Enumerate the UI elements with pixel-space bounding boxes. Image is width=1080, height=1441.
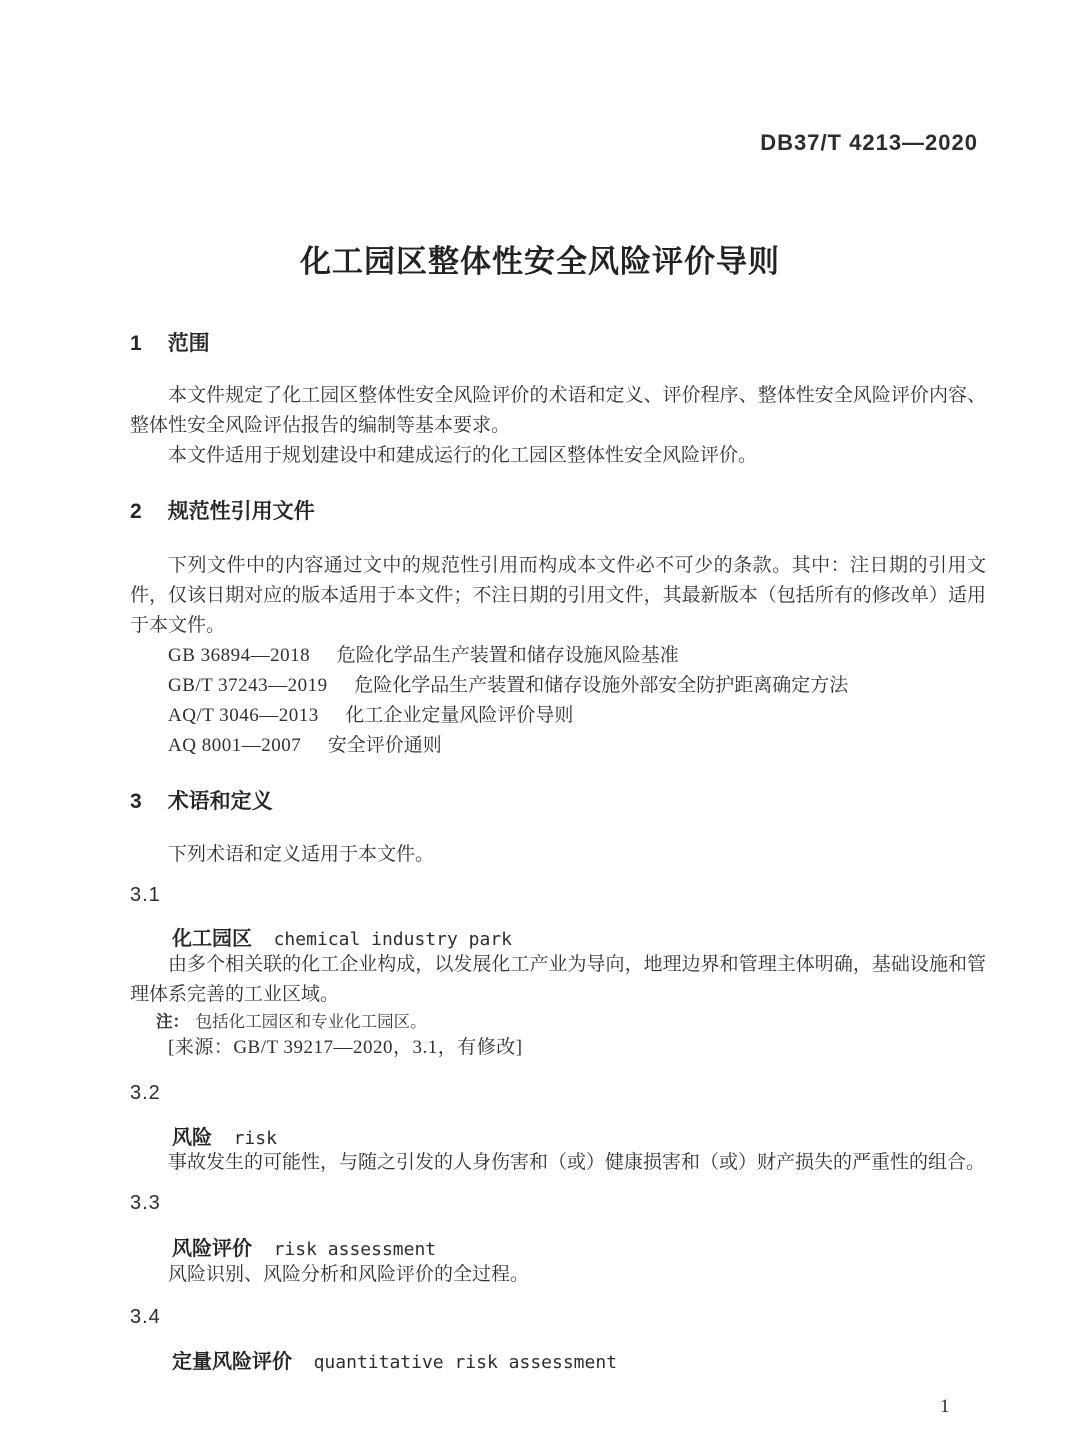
note-text: 包括化工园区和专业化工园区。	[195, 1012, 427, 1031]
term-3-1-number: 3.1	[130, 884, 161, 906]
term-3-4-zh: 定量风险评价	[172, 1351, 292, 1373]
term-3-2-zh: 风险	[172, 1127, 212, 1149]
reference-item	[130, 701, 986, 731]
term-3-1-zh: 化工园区	[172, 928, 252, 950]
term-3-3-line	[172, 1232, 436, 1261]
term-3-3-number: 3.3	[130, 1192, 161, 1214]
term-3-3-en: risk assessment	[273, 1239, 437, 1260]
reference-item	[130, 641, 986, 671]
term-3-3-zh: 风险评价	[172, 1238, 252, 1260]
term-3-1-en: chemical industry park	[273, 929, 513, 950]
term-3-4-en: quantitative risk assessment	[313, 1352, 618, 1373]
term-3-3-definition: 风险识别、风险分析和风险评价的全过程。	[168, 1264, 530, 1285]
clause-1-number: 1	[130, 332, 142, 355]
clause-3-heading	[130, 785, 273, 815]
reference-title: 化工企业定量风险评价导则	[345, 705, 574, 726]
clause-3-number: 3	[130, 790, 142, 813]
document-title: 化工园区整体性安全风险评价导则	[300, 244, 780, 279]
term-3-1-definition: 由多个相关联的化工企业构成，以发展化工产业为导向，地理边界和管理主体明确，基础设施和管理体系完善的工业区域。	[130, 954, 986, 1005]
standard-code: DB37/T 4213—2020	[760, 130, 978, 155]
term-3-2-number: 3.2	[130, 1082, 161, 1104]
note-label: 注：	[156, 1013, 189, 1031]
reference-title: 危险化学品生产装置和储存设施外部安全防护距离确定方法	[354, 675, 849, 696]
clause-2-number: 2	[130, 500, 142, 523]
clause-2-heading	[130, 495, 315, 525]
normative-references-list	[130, 641, 986, 761]
reference-item	[130, 671, 986, 701]
reference-code: GB 36894—2018	[168, 645, 311, 666]
term-3-1-source: [来源：GB/T 39217—2020，3.1，有修改]	[168, 1037, 523, 1058]
clause-3-intro: 下列术语和定义适用于本文件。	[168, 844, 435, 865]
reference-code: GB/T 37243—2019	[168, 675, 328, 696]
term-3-1-note	[156, 1008, 976, 1032]
reference-code: AQ/T 3046—2013	[168, 705, 319, 726]
clause-1-title: 范围	[167, 332, 210, 355]
term-3-2-definition: 事故发生的可能性，与随之引发的人身伤害和（或）健康损害和（或）财产损失的严重性的组合。	[168, 1152, 986, 1173]
reference-item	[130, 731, 986, 761]
clause-1-paragraph-2: 本文件适用于规划建设中和建成运行的化工园区整体性安全风险评价。	[168, 445, 758, 466]
term-3-2-line	[172, 1121, 277, 1150]
clause-3-title: 术语和定义	[167, 790, 273, 813]
clause-2-intro: 下列文件中的内容通过文中的规范性引用而构成本文件必不可少的条款。其中：注日期的引用文件，仅该日期对应的版本适用于本文件；不注日期的引用文件，其最新版本（包括所有的修改单）适用于本文件。	[130, 555, 986, 636]
term-3-1-line	[172, 922, 512, 951]
clause-1-heading	[130, 327, 210, 357]
term-3-4-number: 3.4	[130, 1306, 161, 1328]
clause-2-title: 规范性引用文件	[167, 500, 315, 523]
reference-title: 安全评价通则	[327, 735, 442, 756]
reference-code: AQ 8001—2007	[168, 735, 302, 756]
reference-title: 危险化学品生产装置和储存设施风险基准	[336, 645, 679, 666]
term-3-4-line	[172, 1345, 617, 1374]
page-number: 1	[940, 1396, 950, 1417]
term-3-2-en: risk	[233, 1128, 277, 1149]
clause-1-paragraph-1: 本文件规定了化工园区整体性安全风险评价的术语和定义、评价程序、整体性安全风险评价内容、整体性安全风险评估报告的编制等基本要求。	[130, 385, 986, 436]
